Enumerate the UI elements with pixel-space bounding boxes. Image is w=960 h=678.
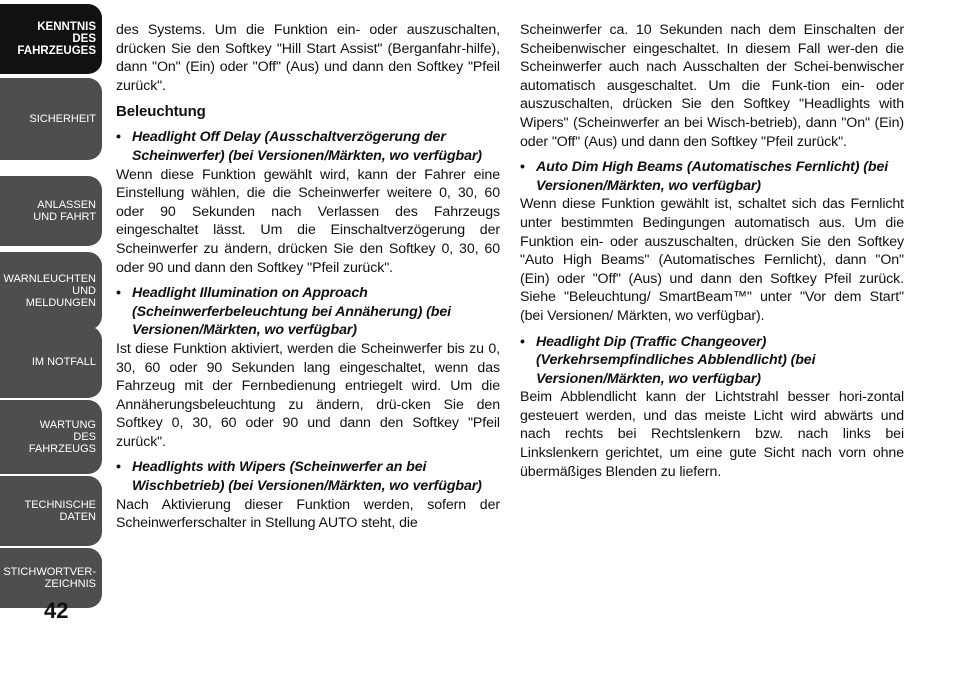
bullet-icon: • [520, 159, 525, 176]
chapter-tabs [0, 0, 104, 678]
tab-label: SICHERHEIT [29, 113, 96, 125]
tab-warnleuchten-und-meldungen[interactable] [0, 252, 102, 330]
paragraph-hill-start-assist-end: des Systems. Um die Funktion ein- oder auszuschalten, drücken Sie den Softkey "Hill Start Assist" (Berganfahr-hilfe), dann "On" (Ein) oder "Off" (Aus) und dann den Softkey "Pfeil zurück". [116, 22, 500, 94]
tab-im-notfall[interactable] [0, 326, 102, 398]
tab-wartung-des-fahrzeugs[interactable] [0, 400, 102, 474]
tab-label: STICHWORTVER- ZEICHNIS [3, 566, 96, 590]
tab-label: IM NOTFALL [31, 356, 96, 368]
bullet-icon: • [116, 129, 121, 146]
list-item [520, 158, 904, 325]
tab-label: ANLASSEN UND FAHRT [33, 199, 96, 223]
paragraph-headlights-with-wipers-cont: Scheinwerfer ca. 10 Sekunden nach dem Einschalten der Scheibenwischer eingeschaltet. In diesem Fall wer-den die Scheinwerfer auch nach Ausschalten der Schei-benwischer automatisch ausgeschaltet. Um die Funk-tion ein- oder auszuschalten, drücken Sie den Softkey "Headlights with Wipers" (Scheinwerfer an bei Wisch-betrieb), dann "On" (Ein) oder "Off" (Aus) und dann den Softkey "Pfeil zurück". [520, 22, 904, 150]
tab-sicherheit[interactable] [0, 78, 102, 160]
item-body: Nach Aktivierung dieser Funktion werden, sofern der Scheinwerferschalter in Stellung AUTO steht, die [116, 496, 500, 532]
tab-kenntnis-des-fahrzeuges[interactable] [0, 4, 102, 74]
bullet-icon: • [520, 333, 525, 350]
tab-label: WARTUNG DES FAHRZEUGS [28, 419, 96, 455]
item-body: Ist diese Funktion aktiviert, werden die Scheinwerfer bis zu 0, 30, 60 oder 90 Sekunden lang eingeschaltet, wenn das Fahrzeug mit der Fernbedienung entriegelt wird. Um die Annäherungsbeleuchtung zu ändern, drü-cken Sie den Softkey 0, 30, 60 oder 90 und dann den Softkey "Pfeil zurück". [116, 340, 500, 450]
item-body: Wenn diese Funktion gewählt ist, schaltet sich das Fernlicht unter bestimmten Bedingungen automatisch aus. Um die Funktion ein- oder auszuschalten, drücken Sie den Softkey "Auto High Beams" (Automatisches Fernlicht), dann "On" (Ein) oder "Off" (Aus) und dann den Softkey Pfeil zurück. Siehe "Beleuchtung/ SmartBeam™" unter "Vor dem Start" (bei Versionen/ Märkten, wo verfügbar). [520, 196, 904, 324]
item-title [116, 458, 500, 495]
item-title [116, 128, 500, 165]
item-body: Wenn diese Funktion gewählt wird, kann der Fahrer eine Einstellung wählen, die die Scheinwerfer weitere 0, 30, 60 oder 90 Sekunden nach Verlassen des Fahrzeugs eingeschaltet lässt. Um die Einschaltverzögerung der Scheinwerfer zu ändern, drücken Sie den Softkey 0, 30, 60 oder 90 und dann den Softkey "Pfeil zurück". [116, 166, 500, 276]
item-body: Beim Abblendlicht kann der Lichtstrahl besser hori-zontal gesteuert werden, und das meiste Licht wird abwärts und nach rechts bei Rechtslenkern bzw. nach links bei Linkslenkern gerichtet, um eine gute Sicht nach vorn ohne übermäßiges Blenden zu liefern. [520, 389, 904, 480]
tab-label: WARNLEUCHTEN UND MELDUNGEN [3, 273, 96, 309]
list-item [116, 458, 500, 532]
left-text-column [116, 21, 500, 540]
bullet-icon: • [116, 459, 121, 476]
right-text-column [520, 21, 904, 488]
item-title [520, 158, 904, 195]
tab-anlassen-und-fahrt[interactable] [0, 176, 102, 246]
item-title [116, 284, 500, 340]
list-item [116, 128, 500, 277]
item-title-text: Headlight Off Delay (Ausschaltverzögerung der Scheinwerfer) (bei Versionen/Märkten, wo verfügbar) [132, 129, 482, 164]
item-title-text: Headlights with Wipers (Scheinwerfer an bei Wischbetrieb) (bei Versionen/Märkten, wo verfügbar) [132, 459, 482, 495]
section-heading-beleuchtung: Beleuchtung [116, 103, 206, 121]
tab-technische-daten[interactable] [0, 476, 102, 546]
tab-label: TECHNISCHE DATEN [24, 499, 96, 523]
item-title-text: Headlight Illumination on Approach (Scheinwerferbeleuchtung bei Annäherung) (bei Versionen/Märkten, wo verfügbar) [132, 285, 451, 339]
item-title-text: Auto Dim High Beams (Automatisches Fernlicht) (bei Versionen/Märkten, wo verfügbar) [536, 159, 889, 194]
item-title-text: Headlight Dip (Traffic Changeover) (Verkehrsempfindliches Abblendlicht) (bei Versionen/Märkten, wo verfügbar) [536, 333, 816, 387]
list-item [116, 284, 500, 451]
list-item [520, 333, 904, 482]
page-number: 42 [44, 598, 69, 623]
tab-label: KENNTNIS DES FAHRZEUGES [17, 21, 96, 57]
item-title [520, 333, 904, 389]
bullet-icon: • [116, 285, 121, 302]
